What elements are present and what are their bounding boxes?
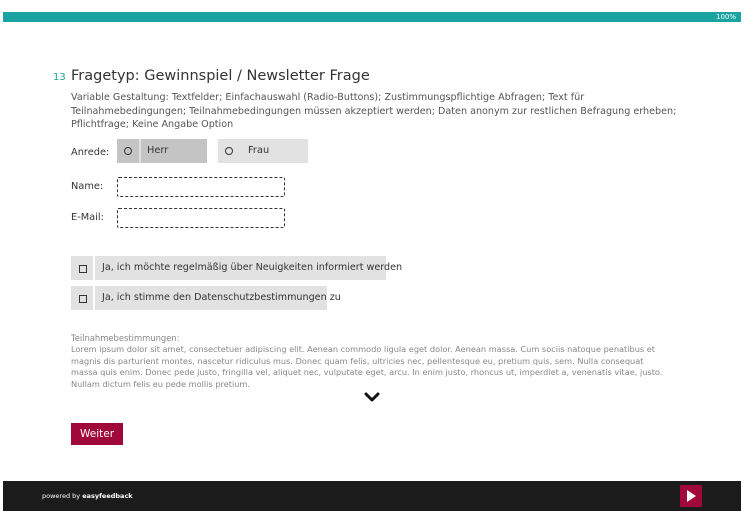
radio-option-herr[interactable] <box>117 139 207 163</box>
checkbox-label: Ja, ich möchte regelmäßig über Neuigkeiten informiert werden <box>95 256 386 280</box>
play-icon <box>687 490 696 502</box>
radio-box-cell <box>117 139 139 163</box>
chevron-down-icon[interactable] <box>364 388 380 400</box>
checkbox-privacy[interactable] <box>71 286 341 310</box>
checkbox-box-cell <box>71 256 93 280</box>
radio-box-cell <box>218 139 240 163</box>
terms-body: Lorem ipsum dolor sit amet, consectetuer adipiscing elit. Aenean commodo ligula eget dolor. Aenean massa. Cum sociis natoque penatibus et magnis dis parturient montes, nascetur ridiculus mus. Donec quam felis, ultricies nec, pellentesque eu, pretium quis, sem. Nulla consequat massa quis enim. Donec pede justo, fringilla vel, aliquet nec, vulputate eget, arcu. In enim justo, rhoncus ut, imperdiet a, venenatis vitae, justo. Nullam dictum felis eu pede mollis pretium. <box>71 344 663 389</box>
checkbox-label: Ja, ich stimme den Datenschutzbestimmungen zu <box>95 286 327 310</box>
progress-label: 100% <box>715 13 736 21</box>
name-label: Name: <box>71 181 104 192</box>
question-title: Fragetyp: Gewinnspiel / Newsletter Frage <box>71 68 370 84</box>
salutation-label: Anrede: <box>71 147 110 158</box>
radio-option-frau[interactable] <box>218 139 308 163</box>
footer <box>3 481 741 511</box>
checkbox-newsletter[interactable] <box>71 256 403 280</box>
progress-bar-fill <box>3 12 741 22</box>
email-field[interactable] <box>117 208 285 228</box>
checkbox-icon <box>79 295 87 303</box>
radio-circle-icon <box>124 147 132 155</box>
footer-powered-prefix: powered by <box>42 492 81 500</box>
footer-powered-by <box>42 492 133 500</box>
name-field[interactable] <box>117 177 285 197</box>
checkbox-box-cell <box>71 286 93 310</box>
radio-option-label: Herr <box>141 139 207 163</box>
progress-bar <box>3 12 741 22</box>
footer-brand[interactable]: easyfeedback <box>82 492 133 500</box>
radio-option-label: Frau <box>242 139 308 163</box>
question-description: Variable Gestaltung: Textfelder; Einfachauswahl (Radio-Buttons); Zustimmungspflichtige Abfragen; Text für Teilnahmebedingungen; Teilnahmebedingungen müssen akzeptiert werden; Daten anonym zur restlichen Befragung erheben; Pflichtfrage; Keine Angabe Option <box>71 92 677 130</box>
checkbox-icon <box>79 265 87 273</box>
terms-heading: Teilnahmebestimmungen: <box>71 333 180 343</box>
radio-circle-icon <box>225 147 233 155</box>
play-button[interactable] <box>680 485 702 507</box>
next-button[interactable]: Weiter <box>71 423 123 445</box>
email-label: E-Mail: <box>71 212 104 223</box>
question-number: 13 <box>53 72 66 83</box>
